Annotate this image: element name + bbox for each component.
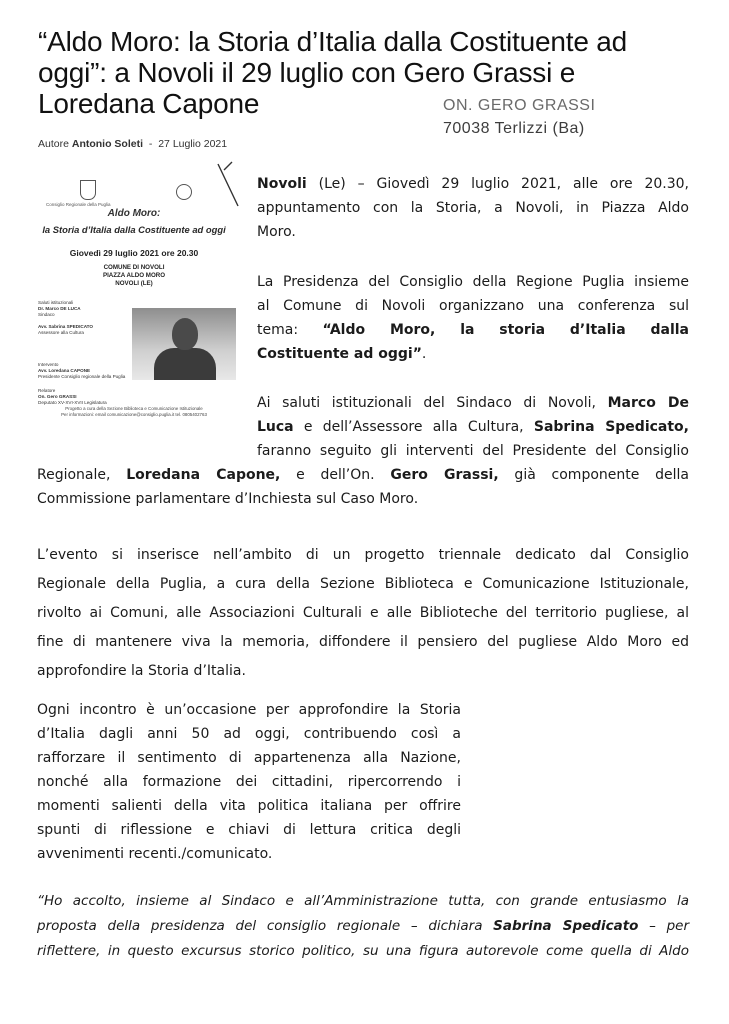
text-line: L’evento si inserisce nell’ambito di un progetto triennale dedicato dal Consiglio [37, 547, 689, 563]
title-line: Loredana Capone [38, 88, 260, 119]
text-span: – per [638, 918, 689, 934]
place-name: Novoli [257, 176, 307, 192]
region-crest-icon [80, 180, 96, 200]
paragraph-speakers-cont [37, 463, 689, 511]
text-line: approfondire la Storia d’Italia. [37, 663, 246, 679]
stamp-address: 70038 Terlizzi (Ba) [443, 120, 585, 137]
poster-relatore [38, 388, 107, 406]
speaker-name: Marco De [607, 395, 689, 411]
poster-header-caption: Consiglio Regionale della Puglia [46, 202, 111, 207]
poster-saluti-line: Sindaco [38, 312, 55, 317]
poster-relatore-label: Relatore [38, 388, 56, 393]
text-span: e dell’Assessore alla Cultura, [293, 419, 534, 435]
text-line: Commissione parlamentare d’Inchiesta sul Caso Moro. [37, 491, 419, 507]
paragraph-conference [257, 270, 689, 366]
text-span: già componente della [498, 467, 689, 483]
byline-prefix: Autore [38, 138, 69, 150]
text-line: rivolto ai Comuni, alle Associazioni Culturali e alle Biblioteche del territorio pugliese, al [37, 605, 689, 621]
pen-mark-icon [214, 158, 244, 210]
poster-saluti-line: Assessore alla Cultura [38, 330, 84, 335]
poster-footer-line: Progetto a cura della Sezione Biblioteca e Comunicazione Istituzionale [65, 406, 203, 411]
portrait-photo [132, 308, 236, 380]
title-line: “Aldo Moro: la Storia d’Italia dalla Costituente ad [38, 26, 628, 57]
byline-separator: - [148, 138, 153, 150]
poster-footer-line: Per informazioni: email comunicazione@consiglio.puglia.it tel. 0805402763 [61, 412, 207, 417]
speaker-name: Loredana Capone, [126, 467, 281, 483]
poster-saluti-line: Dr. Marco DE LUCA [38, 306, 81, 311]
poster-title-1: Aldo Moro: [107, 208, 161, 219]
text-line [257, 342, 689, 366]
poster-intervento-label: Intervento [38, 362, 59, 367]
text-line: momenti salienti della vita politica italiana per offrire [37, 798, 461, 814]
poster-location [36, 264, 232, 288]
paragraph-meetings [37, 698, 461, 866]
poster-date: Giovedì 29 luglio 2021 ore 20.30 [69, 248, 199, 258]
text-line [257, 172, 689, 196]
text-line: “Ho accolto, insieme al Sindaco e all’Amministrazione tutta, con grande entusiasmo la [37, 893, 689, 909]
text-span: e dell’On. [280, 467, 391, 483]
conference-title: Costituente ad oggi” [257, 346, 422, 362]
text-line: Regionale della Puglia, a cura della Sezione Biblioteca e Comunicazione Istituzionale, [37, 576, 689, 592]
text-span: tema: [257, 322, 323, 338]
poster-location-line: COMUNE DI NOVOLI [103, 264, 165, 271]
poster-title-2: la Storia d’Italia dalla Costituente ad oggi [42, 224, 226, 235]
office-stamp [443, 94, 595, 140]
paragraph-project [37, 541, 689, 686]
text-line: Moro. [257, 224, 296, 240]
text-line: appuntamento con la Storia, a Novoli, in Piazza Aldo [257, 200, 689, 216]
byline-date: 27 Luglio 2021 [158, 138, 228, 150]
text-line [257, 391, 689, 415]
text-line [37, 463, 689, 487]
text-span: Ai saluti istituzionali del Sindaco di Novoli, [257, 395, 608, 411]
text-line: riflettere, in questo excursus storico politico, su una figura autorevole come quella di Aldo [37, 943, 689, 959]
article-title [38, 26, 698, 119]
poster-saluti-line: Avv. Sabrina SPEDICATO [38, 324, 93, 329]
text-line: faranno seguito gli interventi del Presidente del Consiglio [257, 443, 689, 459]
title-line: oggi”: a Novoli il 29 luglio con Gero Grassi e [38, 57, 576, 88]
speaker-name: Luca [257, 419, 294, 435]
poster-intervento-line: Presidente Consiglio regionale della Puglia [38, 374, 126, 379]
poster-intervento-line: Avv. Loredana CAPONE [38, 368, 91, 373]
stamp-name: ON. GERO GRASSI [443, 97, 596, 114]
speaker-name: Sabrina Spedicato, [533, 419, 689, 435]
text-line: Ogni incontro è un’occasione per approfondire la Storia [37, 702, 461, 718]
byline [38, 138, 227, 150]
text-line: La Presidenza del Consiglio della Regione Puglia insieme [257, 274, 689, 290]
poster-relatore-line: On. Gero GRASSI [38, 394, 77, 399]
poster-intervento [38, 362, 125, 380]
byline-author[interactable]: Antonio Soleti [71, 138, 144, 150]
poster-saluti [38, 300, 93, 336]
text-line: fine di mantenere viva la memoria, diffondere il pensiero del pugliese Aldo Moro ed [37, 634, 689, 650]
text-line: spunti di riflessione e chiavi di lettura critica degli [37, 822, 461, 838]
poster-location-line: PIAZZA ALDO MORO [102, 272, 166, 279]
text-line: al Comune di Novoli organizzano una conferenza sul [257, 298, 689, 314]
text-line [37, 914, 689, 939]
paragraph-intro [257, 172, 689, 244]
speaker-name: Gero Grassi, [390, 467, 499, 483]
text-span: proposta della presidenza del consiglio regionale – dichiara [37, 918, 494, 934]
text-line: d’Italia dagli anni 50 ad oggi, contribuendo così a [37, 726, 461, 742]
paragraph-quote [37, 889, 689, 964]
text-span: . [421, 346, 427, 362]
poster-relatore-line: Deputato XV-XVI-XVII Legislatura [38, 400, 107, 405]
text-line: rafforzare il sentimento di appartenenza alla Nazione, [37, 750, 461, 766]
text-line: nonché alla formazione dei cittadini, ripercorrendo i [37, 774, 461, 790]
text-line: avvenimenti recenti./comunicato. [37, 846, 273, 862]
text-span: (Le) – Giovedì 29 luglio 2021, alle ore 20.30, [306, 176, 689, 192]
text-span: Regionale, [37, 467, 127, 483]
municipal-crest-icon [176, 184, 192, 200]
text-line [257, 415, 689, 439]
poster-footer [36, 406, 232, 418]
text-line [257, 318, 689, 342]
speaker-name: Sabrina Spedicato [493, 918, 639, 934]
paragraph-speakers [257, 391, 689, 463]
poster-location-line: NOVOLI (LE) [115, 280, 153, 287]
poster-saluti-label: Saluti istituzionali [38, 300, 74, 305]
conference-title: “Aldo Moro, la storia d’Italia dalla [322, 322, 689, 338]
